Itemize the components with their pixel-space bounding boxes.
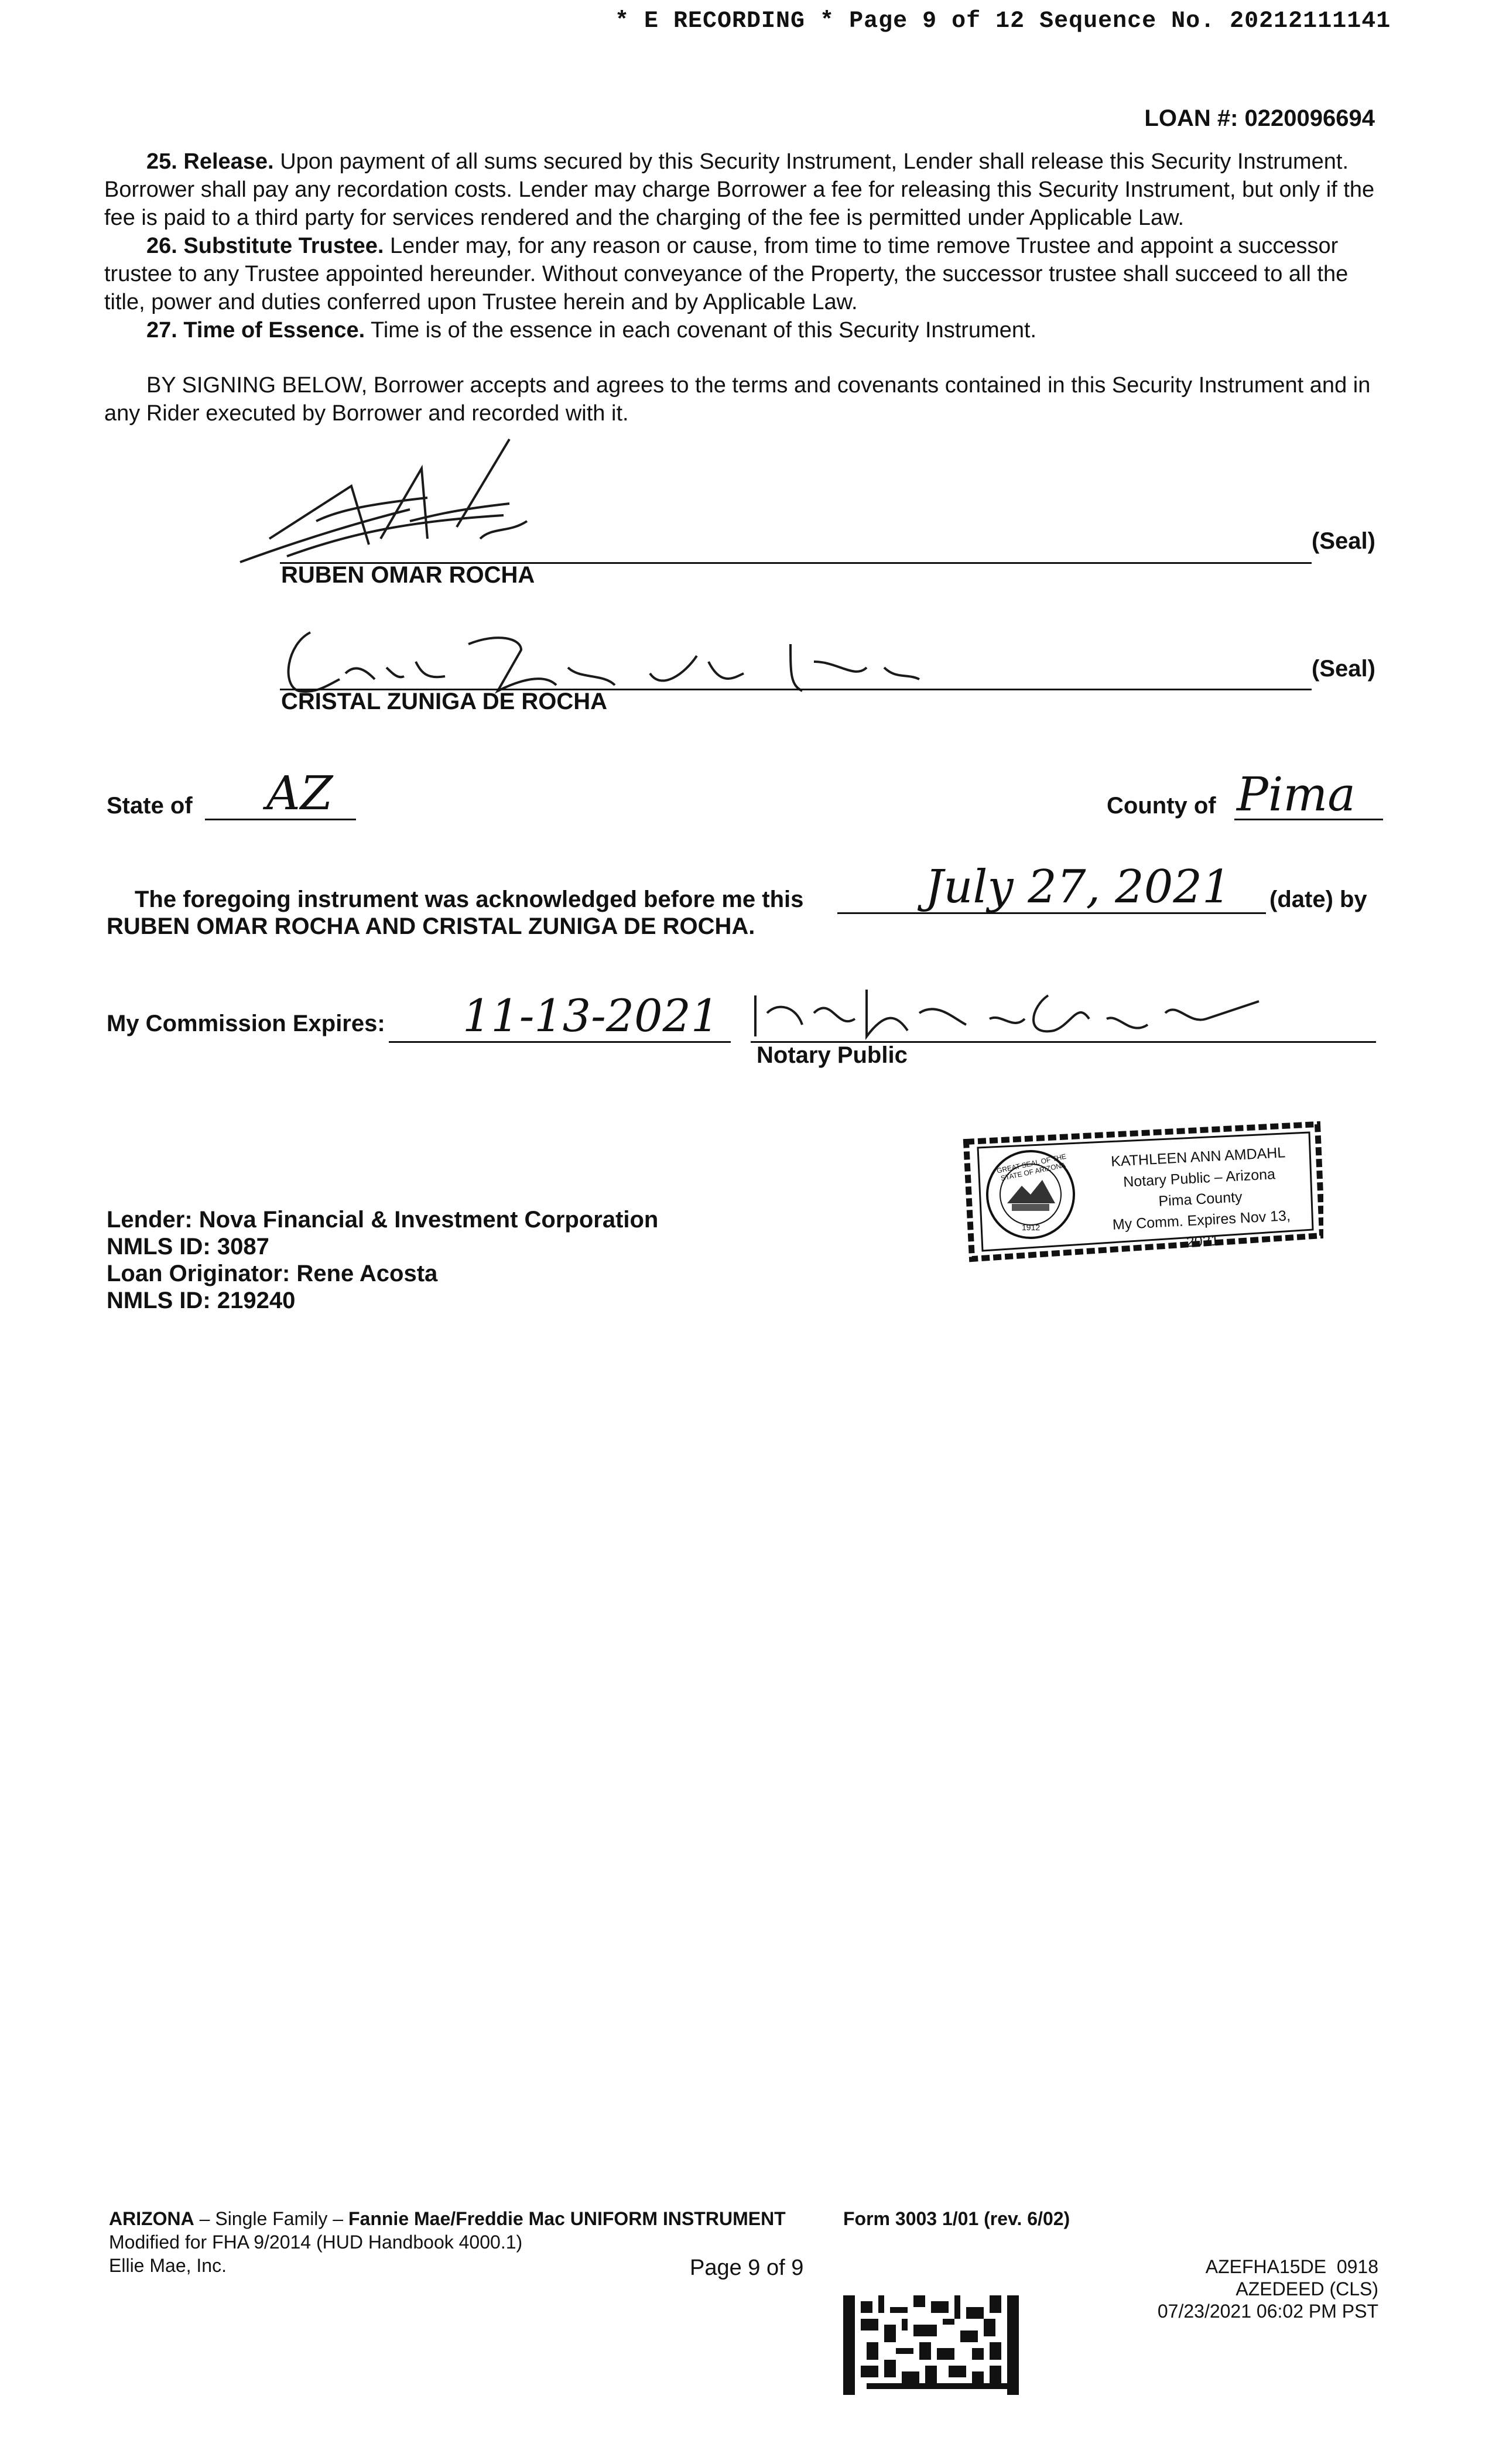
loan-label: LOAN #: [1144,105,1238,131]
ack-text: The foregoing instrument was acknowledged before me this [135,887,804,912]
ack-names: RUBEN OMAR ROCHA AND CRISTAL ZUNIGA DE ROCHA. [107,913,755,939]
state-label: State of [107,793,193,819]
lender-block [107,1206,658,1314]
section-title: Substitute Trustee. [183,234,384,258]
footer-desc-1: – Single Family – [194,2208,348,2229]
lender-name: Lender: Nova Financial & Investment Corporation [107,1207,659,1233]
section-number: 26. [146,234,177,258]
footer-page: Page 9 of 9 [690,2256,804,2280]
ack-date-handwritten: July 27, 2021 [925,861,1231,913]
commission-handwritten: 11-13-2021 [463,990,720,1042]
footer-codes [1158,2256,1378,2322]
footer-timestamp: 07/23/2021 06:02 PM PST [1157,2301,1378,2322]
seal-ring-text: GREAT SEAL OF THE STATE OF ARIZONA [995,1152,1067,1183]
originator-nmls: NMLS ID: 219240 [107,1288,296,1313]
lender-nmls: NMLS ID: 3087 [107,1234,269,1260]
section-release [104,148,1376,232]
signature-ruben [234,422,539,574]
section-text: Lender may, for any reason or cause, from time to time remove Trustee and appoint a successor trustee to any Trustee appointed hereunder. Without conveyance of the Property, the successor trustee shall succeed to all the title, power and duties conferred upon Trustee herein and by Applicable Law. [104,234,1349,314]
state-handwritten: AZ [266,766,333,820]
stamp-title: Notary Public – Arizona [1122,1166,1276,1190]
footer-company: Ellie Mae, Inc. [109,2255,227,2276]
signer-name-2: CRISTAL ZUNIGA DE ROCHA [281,689,608,714]
date-by-label: (date) by [1269,887,1367,912]
stamp-text [1093,1141,1309,1258]
barcode-icon [843,2295,1019,2395]
footer-code-2: AZEDEED (CLS) [1236,2278,1378,2299]
stamp-county: Pima County [1158,1189,1243,1210]
section-text: Upon payment of all sums secured by this Security Instrument, Lender shall release this Security Instrument. Borrower shall pay any recordation costs. Lender may charge Borrower a fee for releasing this Security Instrument, but only if the fee is paid to a third party for services rendered and the charging of the fee is permitted under Applicable Law. [104,149,1375,230]
section-substitute-trustee [104,232,1376,316]
loan-value: 0220096694 [1244,105,1375,131]
footer-desc-2: Fannie Mae/Freddie Mac UNIFORM INSTRUMENT [348,2208,786,2229]
section-number: 27. [146,318,177,343]
seal-year: 1912 [1022,1223,1041,1232]
seal-label-1: (Seal) [1312,528,1375,554]
recording-header: * E RECORDING * Page 9 of 12 Sequence No. 20212111141 [615,8,1391,35]
notary-stamp [960,1118,1323,1265]
section-number: 25. [146,149,177,174]
county-label: County of [1107,793,1216,819]
footer-instrument [109,2208,786,2230]
seal-label-2: (Seal) [1312,656,1375,682]
footer-modified: Modified for FHA 9/2014 (HUD Handbook 4000.1) [109,2232,523,2253]
county-handwritten: Pima [1237,767,1356,822]
section-text: Time is of the essence in each covenant of this Security Instrument. [371,318,1037,343]
stamp-expiry: My Comm. Expires Nov 13, 2021 [1112,1207,1291,1251]
notary-public-label: Notary Public [757,1042,908,1068]
section-title: Time of Essence. [183,318,365,343]
signing-statement: BY SIGNING BELOW, Borrower accepts and agrees to the terms and covenants contained in this Security Instrument and in any Rider executed by Borrower and recorded with it. [104,373,1371,426]
loan-originator: Loan Originator: Rene Acosta [107,1261,438,1286]
notary-signature [744,978,1271,1048]
footer-state: ARIZONA [109,2208,194,2229]
footer-code-1: AZEFHA15DE 0918 [1205,2256,1378,2277]
signer-name-1: RUBEN OMAR ROCHA [281,562,535,588]
footer-form: Form 3003 1/01 (rev. 6/02) [843,2208,1070,2229]
loan-number [1144,105,1375,132]
section-time-of-essence [104,316,1376,344]
section-title: Release. [183,149,274,174]
stamp-name: KATHLEEN ANN AMDAHL [1110,1144,1286,1170]
commission-label: My Commission Expires: [107,1011,385,1036]
